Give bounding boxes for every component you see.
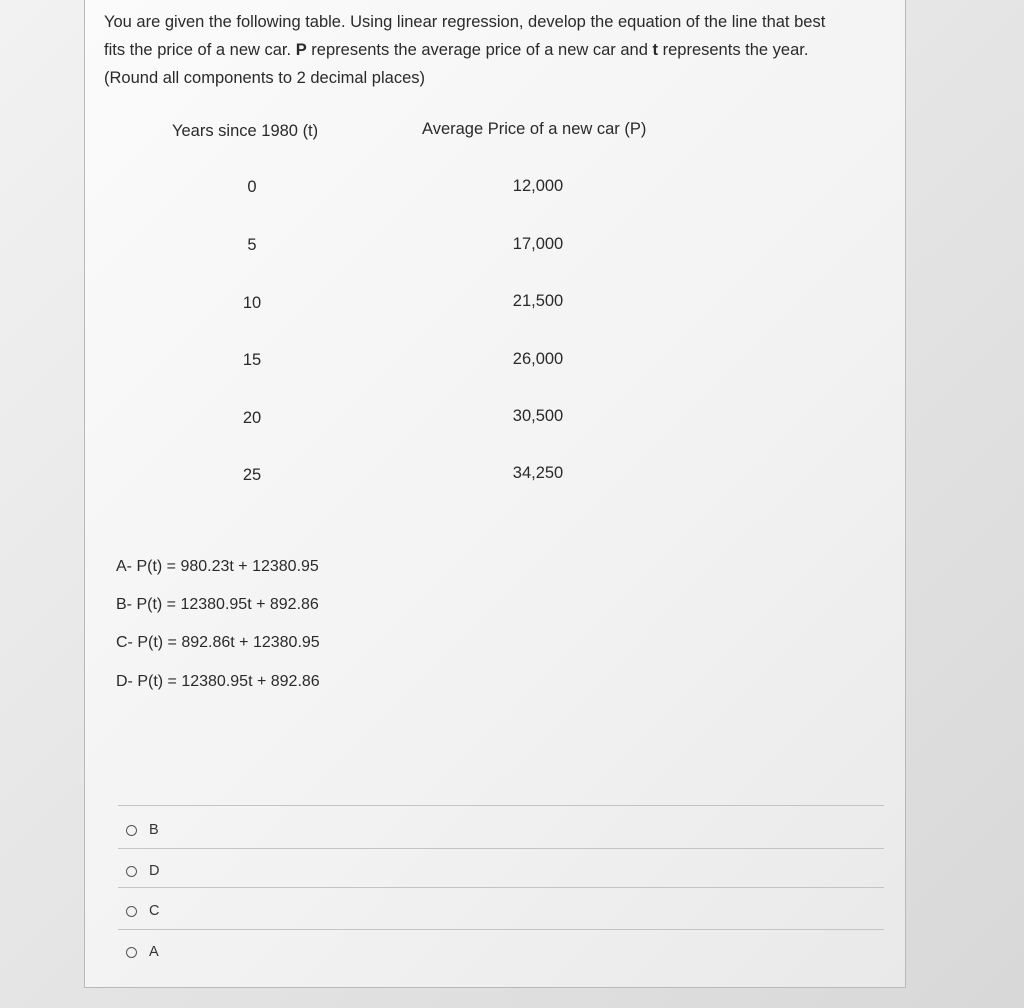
- table-cell-price: 30,500: [512, 407, 564, 425]
- prompt-line-2b: represents the average price of a new car and: [311, 41, 648, 59]
- table-cell-years: 20: [242, 409, 262, 427]
- question-prompt: [104, 8, 894, 92]
- divider: [118, 805, 884, 806]
- choice-label: B: [149, 822, 159, 838]
- table-cell-years: 10: [242, 294, 262, 312]
- choice-b[interactable]: [126, 820, 159, 840]
- option-d-text: D- P(t) = 12380.95t + 892.86: [116, 673, 320, 690]
- choice-d[interactable]: [126, 861, 159, 881]
- table-cell-years: 5: [247, 236, 257, 254]
- prompt-line-2c: represents the year.: [662, 41, 809, 59]
- question-card: [84, 0, 906, 988]
- table-header-years: Years since 1980 (t): [172, 122, 319, 140]
- table-cell-price: 26,000: [512, 350, 564, 368]
- option-c-text: C- P(t) = 892.86t + 12380.95: [116, 634, 320, 651]
- choice-label: C: [149, 903, 160, 919]
- prompt-line-3: (Round all components to 2 decimal places): [104, 69, 426, 87]
- divider: [118, 887, 884, 888]
- option-b-text: B- P(t) = 12380.95t + 892.86: [116, 596, 319, 613]
- table-cell-years: 15: [242, 351, 262, 369]
- table-cell-price: 21,500: [512, 292, 564, 310]
- table-cell-years: 0: [247, 178, 257, 196]
- divider: [118, 848, 884, 849]
- choice-c[interactable]: [126, 901, 159, 921]
- option-a-text: A- P(t) = 980.23t + 12380.95: [116, 558, 319, 575]
- choice-label: A: [149, 944, 159, 960]
- radio-button[interactable]: [126, 866, 137, 877]
- prompt-line-1: You are given the following table. Using linear regression, develop the equation of the line that best: [104, 13, 826, 31]
- prompt-line-2a: fits the price of a new car.: [104, 41, 292, 59]
- radio-button[interactable]: [126, 947, 137, 958]
- choice-label: D: [149, 863, 160, 879]
- table-cell-price: 12,000: [512, 177, 564, 195]
- radio-button[interactable]: [126, 825, 137, 836]
- table-cell-price: 34,250: [512, 464, 564, 482]
- radio-button[interactable]: [126, 906, 137, 917]
- table-header-price: Average Price of a new car (P): [422, 120, 647, 138]
- table-cell-price: 17,000: [512, 235, 564, 253]
- divider: [118, 929, 884, 930]
- choice-a[interactable]: [126, 942, 159, 962]
- table-cell-years: 25: [242, 466, 262, 484]
- prompt-var-t: t: [652, 41, 659, 59]
- prompt-var-p: P: [295, 41, 307, 59]
